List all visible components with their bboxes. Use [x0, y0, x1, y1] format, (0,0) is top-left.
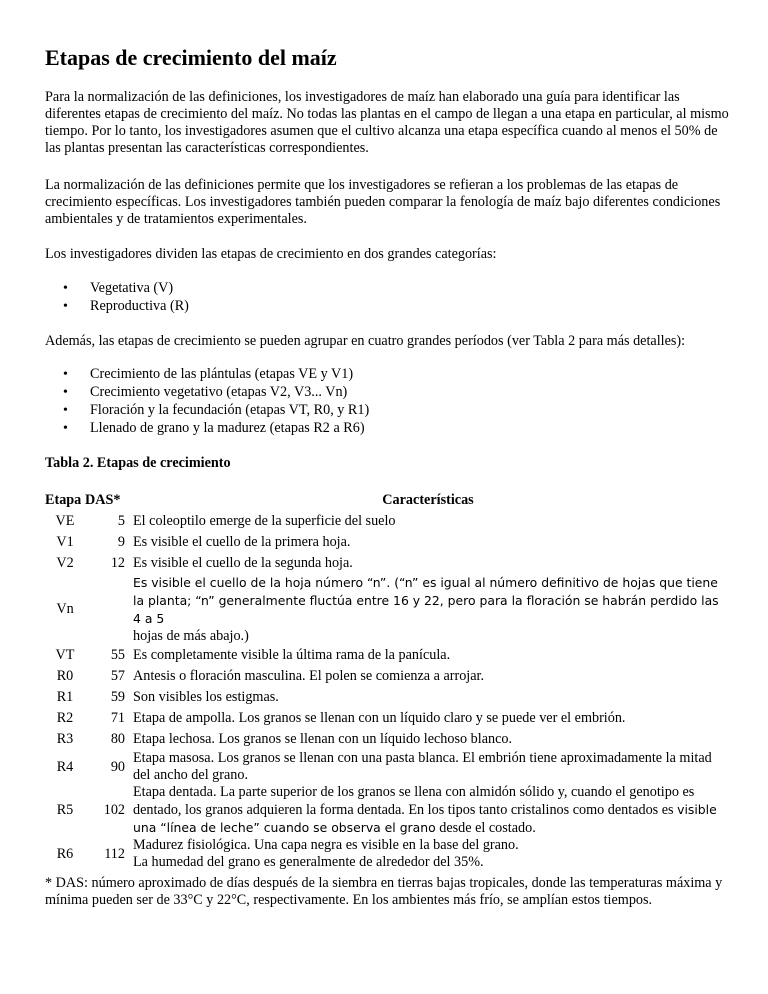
table-row [45, 687, 727, 708]
list-item: • Vegetativa (V) [45, 280, 189, 298]
table-footnote: * DAS: número aproximado de días después de la siembra en tierras bajas tropicales, donde las temperaturas máxima y mínima pueden ser de 33°C y 22°C, respectivamente. En los ambientes más frío, se amplían estos tiempos. [45, 875, 723, 908]
stage-code: V1 [56, 534, 74, 550]
table-row [45, 750, 727, 784]
stage-description: Antesis o floración masculina. El polen se comienza a arrojar. [133, 668, 485, 684]
table-row [45, 511, 727, 532]
table-row [45, 666, 727, 687]
table-row [45, 784, 727, 837]
stage-code: R4 [56, 758, 74, 775]
growth-stages-table [45, 490, 727, 871]
header-characteristics: Características [382, 492, 474, 508]
das-value: 57 [110, 668, 125, 684]
list-item: • Reproductiva (R) [45, 298, 189, 316]
header-das: DAS* [85, 492, 121, 508]
table-row [45, 532, 727, 553]
stage-description: Son visibles los estigmas. [133, 689, 279, 705]
table-header-row [45, 490, 727, 511]
table-row [45, 729, 727, 750]
table-row [45, 708, 727, 729]
table-row [45, 645, 727, 666]
stage-code: R3 [56, 731, 74, 747]
stage-code: VT [55, 647, 75, 663]
stage-description-part: Es visible el cuello de la hoja número “n”. (“n” es igual al número definitivo de hojas que tiene la planta; “n” generalmente fluctúa entre 16 y 22, pero para la floración se habrán perdido las 4 a 5 [133, 575, 719, 626]
das-value: 112 [104, 845, 125, 862]
list-item: • Crecimiento vegetativo (etapas V2, V3... Vn) [45, 384, 369, 402]
stage-description-part: Etapa dentada. La parte superior de los granos se llena con almidón sólido y, cuando el genotipo es dentado, los granos adquieren la forma dentada. En los tipos tanto cristalinos como dentados es [133, 784, 695, 818]
table-row [45, 837, 727, 871]
stage-description [129, 574, 727, 645]
table-row [45, 553, 727, 574]
das-value: 80 [110, 731, 125, 747]
das-value: 102 [103, 802, 125, 818]
list-item: • Floración y la fecundación (etapas VT, R0, y R1) [45, 402, 369, 420]
periods-list [45, 366, 369, 438]
stage-code: R2 [56, 710, 74, 726]
stage-description-part: desde el costado. [435, 820, 536, 836]
stage-description [129, 784, 727, 837]
das-value: 9 [117, 534, 125, 550]
stage-code: VE [55, 513, 75, 529]
list-item: • Crecimiento de las plántulas (etapas VE y V1) [45, 366, 369, 384]
categories-intro: Los investigadores dividen las etapas de crecimiento en dos grandes categorías: [45, 246, 497, 262]
das-value: 59 [110, 689, 125, 705]
stage-description-part: Madurez fisiológica. Una capa negra es visible en la base del grano. [133, 837, 519, 853]
stage-code: V2 [56, 555, 74, 571]
das-value: 55 [110, 647, 125, 663]
stage-description: Etapa de ampolla. Los granos se llenan con un líquido claro y se puede ver el embrión. [133, 710, 626, 726]
periods-intro: Además, las etapas de crecimiento se pueden agrupar en cuatro grandes períodos (ver Tabla 2 para más detalles): [45, 333, 686, 349]
stage-code: R0 [56, 668, 74, 684]
stage-description: Es visible el cuello de la segunda hoja. [133, 555, 353, 571]
stage-description [129, 837, 727, 871]
stage-description-part: visible una “línea de leche” cuando se observa el grano [133, 802, 717, 835]
stage-description: El coleoptilo emerge de la superficie del suelo [133, 513, 396, 529]
categories-list [45, 280, 189, 316]
header-stage: Etapa [45, 492, 82, 508]
stage-code: R5 [56, 802, 74, 818]
stage-description-part: hojas de más abajo.) [133, 628, 249, 644]
das-value: 5 [117, 513, 125, 529]
stage-description: Es completamente visible la última rama de la panícula. [133, 647, 451, 663]
das-value: 12 [110, 555, 125, 571]
stage-code: R1 [56, 689, 74, 705]
normalization-paragraph: La normalización de las definiciones permite que los investigadores se refieran a los problemas de las etapas de crecimiento específicas. Los investigadores también pueden comparar la fenología de maíz bajo diferentes condiciones ambientales y de tratamientos experimentales. [45, 177, 721, 227]
das-value [85, 574, 129, 645]
das-value: 90 [110, 758, 125, 775]
stage-code: Vn [56, 601, 74, 617]
stage-description: Etapa lechosa. Los granos se llenan con un líquido lechoso blanco. [133, 731, 513, 747]
das-value: 71 [110, 710, 125, 726]
stage-description: Es visible el cuello de la primera hoja. [133, 534, 351, 550]
stage-code: R6 [56, 845, 74, 862]
page-title: Etapas de crecimiento del maíz [45, 45, 337, 70]
intro-paragraph: Para la normalización de las definiciones, los investigadores de maíz han elaborado una guía para identificar las diferentes etapas de crecimiento del maíz. No todas las plantas en el campo de llegan a una etapa en particular, al mismo tiempo. Por lo tanto, los investigadores asumen que el cultivo alcanza una etapa específica cuando al menos el 50% de las plantas presentan las características correspondientes. [45, 89, 729, 156]
table-caption: Tabla 2. Etapas de crecimiento [45, 455, 231, 471]
stage-description-part: La humedad del grano es generalmente de alrededor del 35%. [133, 854, 484, 870]
list-item: • Llenado de grano y la madurez (etapas R2 a R6) [45, 420, 369, 438]
stage-description: Etapa masosa. Los granos se llenan con una pasta blanca. El embrión tiene aproximadamente la mitad del ancho del grano. [133, 750, 712, 783]
table-row [45, 574, 727, 645]
